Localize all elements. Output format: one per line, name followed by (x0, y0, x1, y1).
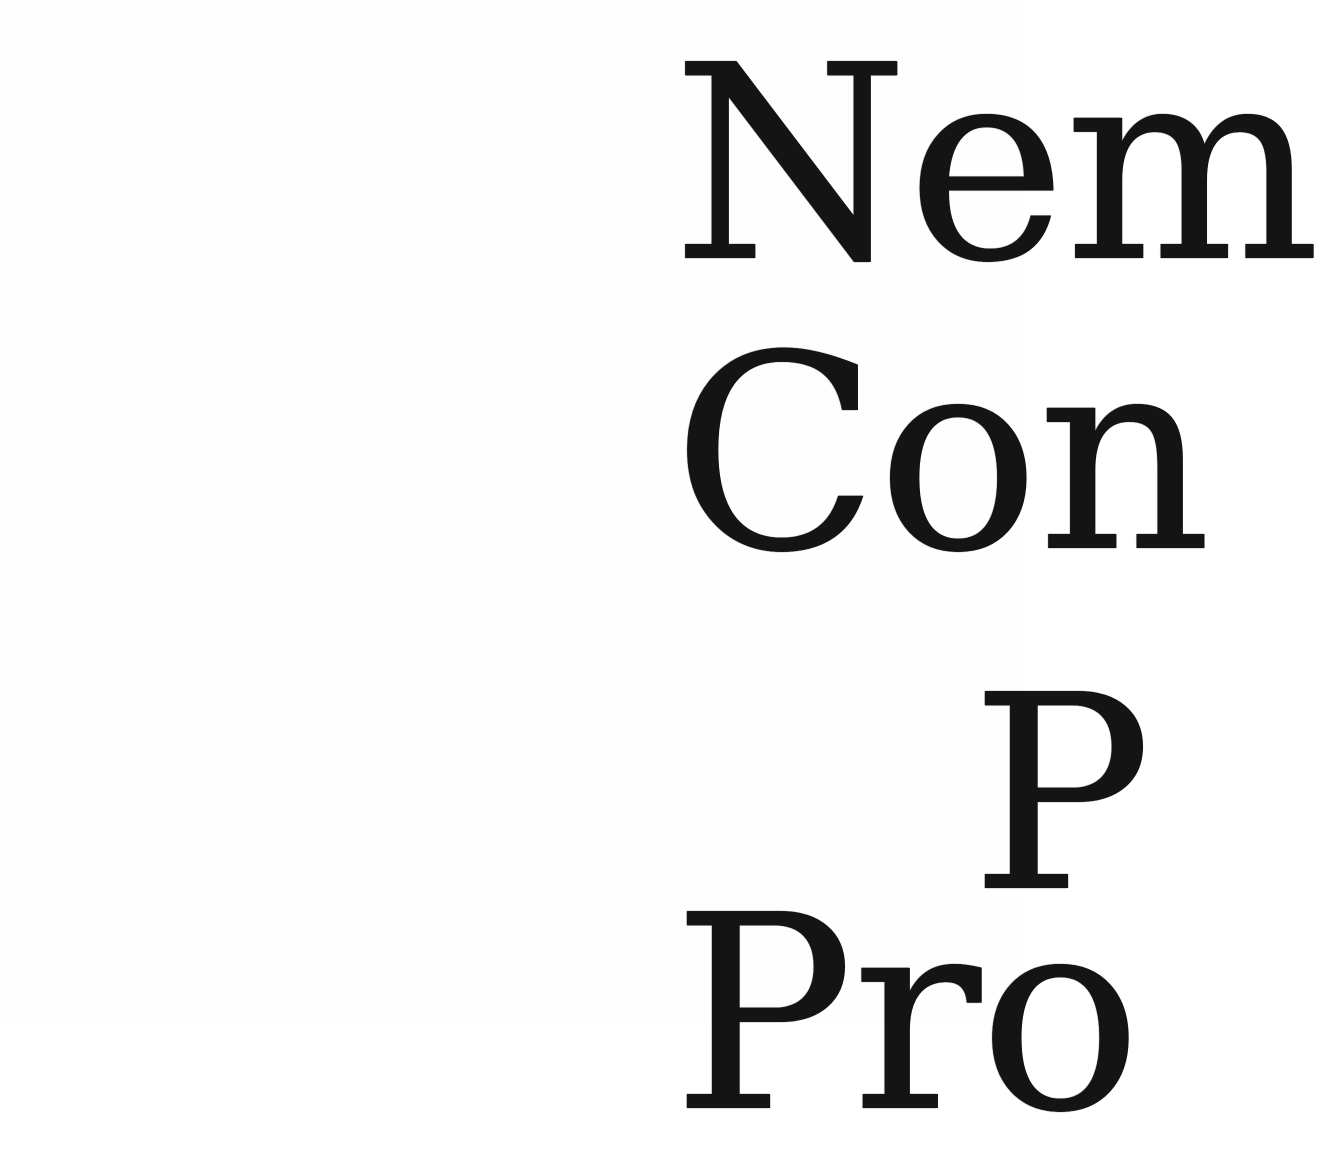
text-line-2: Con (672, 297, 1210, 612)
text-line-3: P (970, 637, 1150, 952)
text-line-4: Pro (672, 857, 1140, 1172)
text-line-1: Nem (672, 7, 1318, 322)
